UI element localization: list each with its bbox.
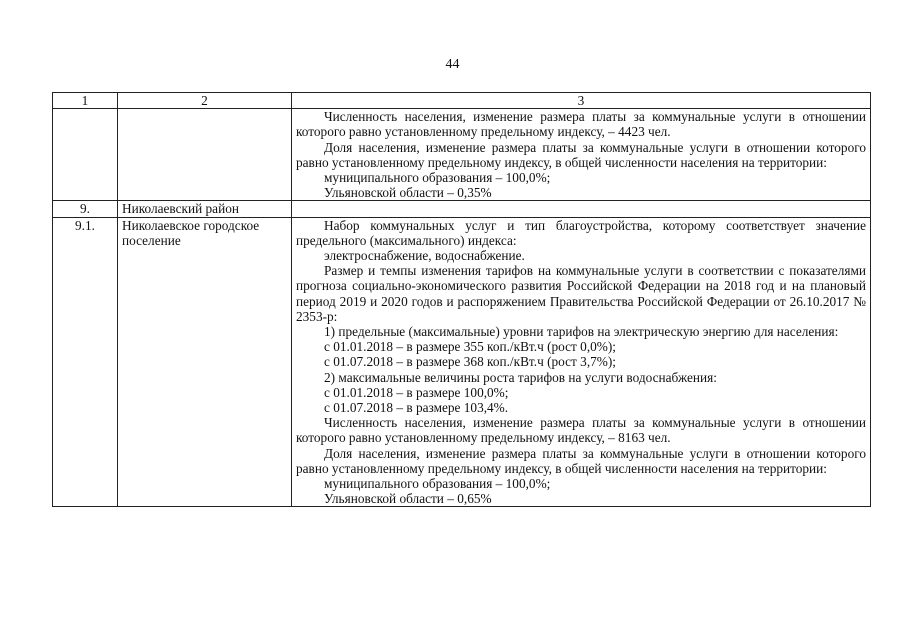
tariff-table xyxy=(52,92,871,507)
paragraph: муниципального образования – 100,0%; xyxy=(324,170,551,186)
section-empty-cell xyxy=(292,201,871,217)
row-description-cell xyxy=(292,109,871,201)
paragraph: Набор коммунальных услуг и тип благоустройства, которому соответствует значение предельного (максимального) индекса: xyxy=(296,217,866,248)
paragraph: муниципального образования – 100,0%; xyxy=(324,476,551,492)
row-number: 9.1. xyxy=(53,217,118,507)
header-col-1: 1 xyxy=(53,93,118,109)
page-number: 44 xyxy=(445,57,460,72)
row-name-cell xyxy=(118,109,292,201)
paragraph: Ульяновской области – 0,35% xyxy=(324,185,492,201)
paragraph: Размер и темпы изменения тарифов на коммунальные услуги в соответствии с показателями прогноза социально-экономического развития Российской Федерации на 2018 год и на плановый период 2019 и 2020 годов и распоряжением Правительства Российской Федерации от 26.10.2017 № 2353-р: xyxy=(296,263,866,324)
paragraph: Численность населения, изменение размера платы за коммунальные услуги в отношении которого равно установленному предельному индексу, – 4423 чел. xyxy=(296,109,866,140)
paragraph: с 01.01.2018 – в размере 355 коп./кВт.ч (рост 0,0%); xyxy=(324,339,616,355)
table-row-continuation xyxy=(53,109,871,201)
paragraph: электроснабжение, водоснабжение. xyxy=(324,248,525,264)
paragraph: Доля населения, изменение размера платы за коммунальные услуги в отношении которого равно установленному предельному индексу, в общей численности населения на территории: xyxy=(296,139,866,170)
row-description-cell xyxy=(292,217,871,507)
paragraph: 2) максимальные величины роста тарифов на услуги водоснабжения: xyxy=(324,369,717,385)
paragraph: Ульяновской области – 0,65% xyxy=(324,491,492,507)
paragraph: с 01.07.2018 – в размере 103,4%. xyxy=(324,400,509,416)
table-row-section xyxy=(53,201,871,217)
section-number: 9. xyxy=(53,201,118,217)
table-row-9-1 xyxy=(53,217,871,507)
header-col-2: 2 xyxy=(118,93,292,109)
section-name: Николаевский район xyxy=(118,201,292,217)
table-header-row xyxy=(53,93,871,109)
paragraph: Доля населения, изменение размера платы за коммунальные услуги в отношении которого равно установленному предельному индексу, в общей численности населения на территории: xyxy=(296,445,866,476)
paragraph: Численность населения, изменение размера платы за коммунальные услуги в отношении которого равно установленному предельному индексу, – 8163 чел. xyxy=(296,415,866,446)
row-number-cell xyxy=(53,109,118,201)
paragraph: с 01.07.2018 – в размере 368 коп./кВт.ч (рост 3,7%); xyxy=(324,354,616,370)
paragraph: 1) предельные (максимальные) уровни тарифов на электрическую энергию для населения: xyxy=(324,324,839,340)
paragraph: с 01.01.2018 – в размере 100,0%; xyxy=(324,384,509,400)
header-col-3: 3 xyxy=(292,93,871,109)
row-name: Николаевское городское поселение xyxy=(118,217,292,507)
